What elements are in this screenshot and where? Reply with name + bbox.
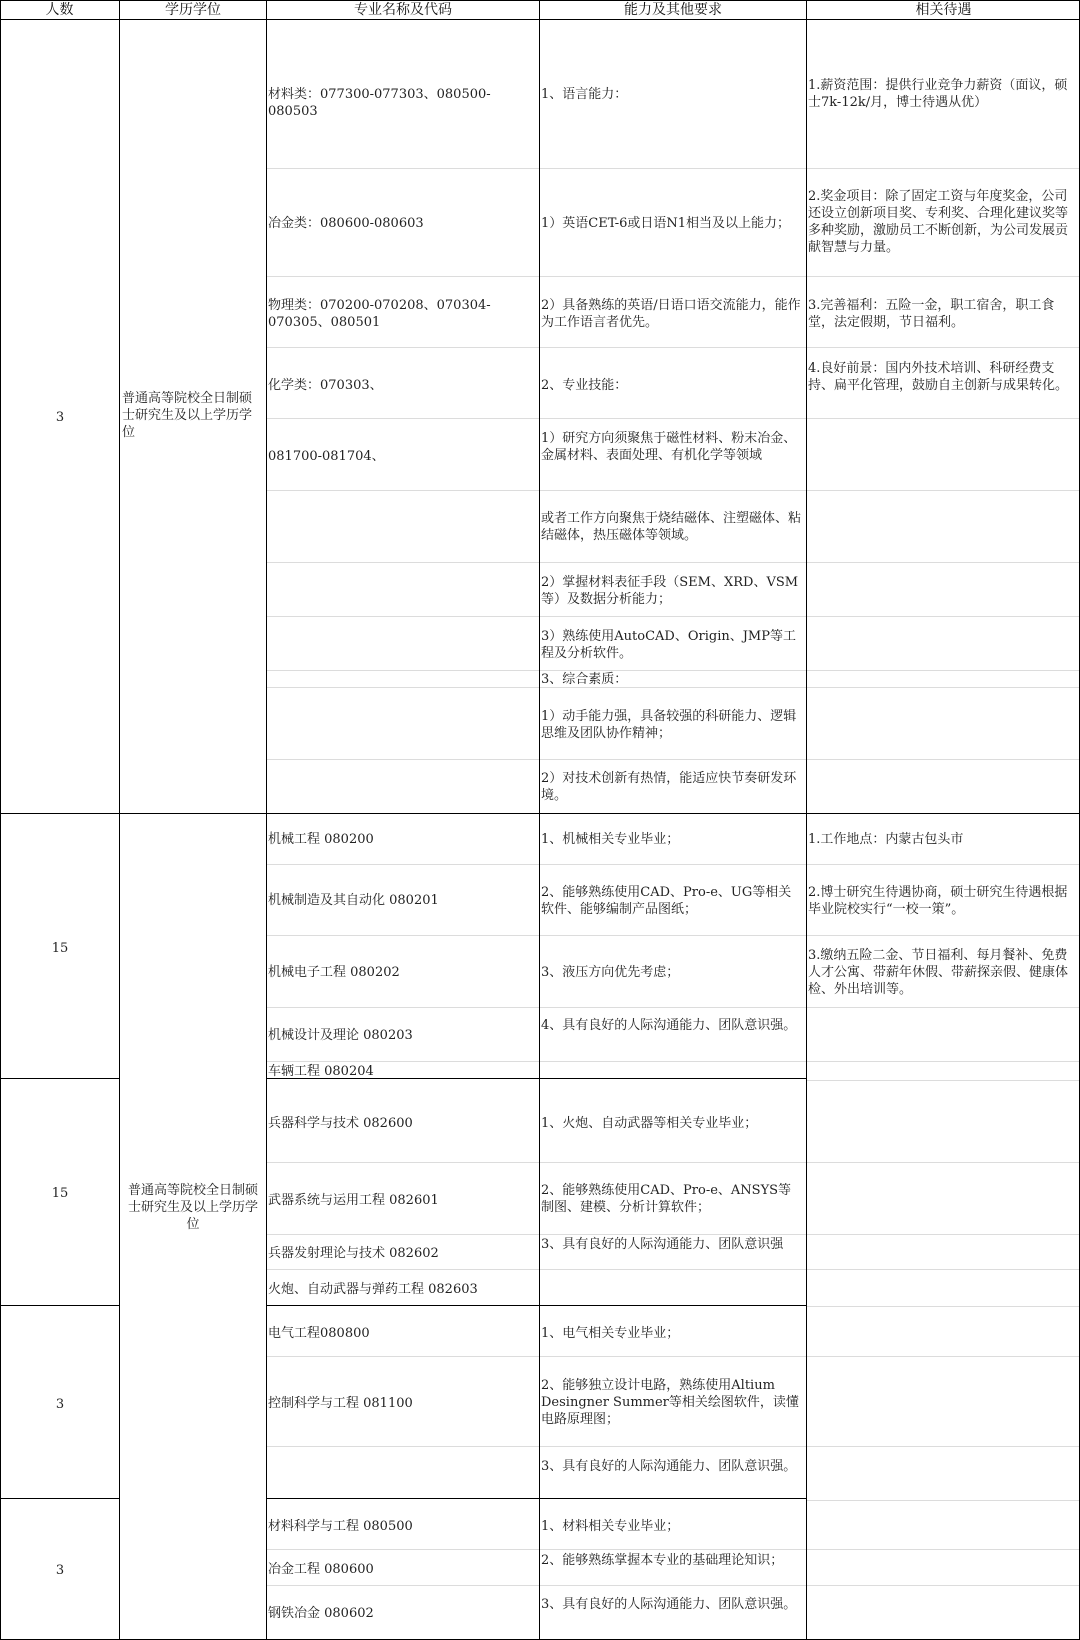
major-cell: 化学类：070303、 xyxy=(268,378,383,393)
block1-degree: 普通高等院校全日制硕士研究生及以上学历学位 xyxy=(122,391,253,440)
requirement-cell: 2）具备熟练的英语/日语口语交流能力，能作为工作语言者优先。 xyxy=(541,298,801,330)
major-cell: 兵器科学与技术 082600 xyxy=(268,1116,413,1131)
major-cell: 控制科学与工程 081100 xyxy=(268,1396,413,1411)
major-cell: 冶金工程 080600 xyxy=(268,1562,374,1577)
requirement-cell: 3、具有良好的人际沟通能力、团队意识强 xyxy=(541,1237,784,1252)
major-cell: 兵器发射理论与技术 082602 xyxy=(268,1246,439,1261)
requirement-cell: 2、能够熟练使用CAD、Pro-e、ANSYS等制图、建模、分析计算软件； xyxy=(541,1183,792,1215)
header-major: 专业名称及代码 xyxy=(354,2,452,18)
requirement-cell: 1、电气相关专业毕业； xyxy=(541,1326,680,1341)
header-requirements: 能力及其他要求 xyxy=(624,2,722,18)
major-cell: 机械工程 080200 xyxy=(268,832,374,847)
major-cell: 081700-081704、 xyxy=(268,449,385,464)
requirement-cell: 3）熟练使用AutoCAD、Origin、JMP等工程及分析软件。 xyxy=(541,629,796,661)
requirement-cell: 1、语言能力： xyxy=(541,87,628,102)
requirement-cell: 3、具有良好的人际沟通能力、团队意识强。 xyxy=(541,1597,797,1612)
major-cell: 冶金类：080600-080603 xyxy=(268,216,424,231)
group1-count: 15 xyxy=(51,941,69,956)
header-count: 人数 xyxy=(45,2,74,18)
group4-count: 3 xyxy=(55,1563,65,1578)
requirement-cell: 3、综合素质： xyxy=(541,672,628,687)
requirement-cell: 2）掌握材料表征手段（SEM、XRD、VSM等）及数据分析能力； xyxy=(541,575,799,607)
major-cell: 车辆工程 080204 xyxy=(268,1064,374,1079)
requirement-cell: 3、具有良好的人际沟通能力、团队意识强。 xyxy=(541,1459,797,1474)
requirement-cell: 2、专业技能： xyxy=(541,378,628,393)
requirement-cell: 3、液压方向优先考虑； xyxy=(541,965,680,980)
major-cell: 钢铁冶金 080602 xyxy=(268,1606,374,1621)
requirement-cell: 2）对技术创新有热情，能适应快节奏研发环境。 xyxy=(541,771,797,803)
benefit-cell: 3.完善福利：五险一金，职工宿舍，职工食堂，法定假期，节日福利。 xyxy=(808,298,1055,330)
group3-count: 3 xyxy=(55,1397,65,1412)
requirement-cell: 1）研究方向须聚焦于磁性材料、粉末冶金、金属材料、表面处理、有机化学等领域 xyxy=(541,431,797,463)
benefit-cell: 1.工作地点：内蒙古包头市 xyxy=(808,832,964,847)
benefit-cell: 1.薪资范围：提供行业竞争力薪资（面议，硕士7k-12k/月，博士待遇从优） xyxy=(808,78,1068,110)
requirement-cell: 1、火炮、自动武器等相关专业毕业； xyxy=(541,1116,758,1131)
header-benefits: 相关待遇 xyxy=(915,2,972,18)
requirement-cell: 1）英语CET-6或日语N1相当及以上能力； xyxy=(541,216,791,231)
requirement-cell: 2、能够熟练使用CAD、Pro-e、UG等相关软件、能够编制产品图纸； xyxy=(541,885,792,917)
group2-count: 15 xyxy=(51,1186,69,1201)
major-cell: 火炮、自动武器与弹药工程 082603 xyxy=(268,1282,478,1297)
major-cell: 物理类：070200-070208、070304-070305、080501 xyxy=(268,298,491,330)
major-cell: 机械制造及其自动化 080201 xyxy=(268,893,439,908)
major-cell: 机械电子工程 080202 xyxy=(268,965,400,980)
benefit-cell: 2.奖金项目：除了固定工资与年度奖金，公司还设立创新项目奖、专利奖、合理化建议奖等多种奖励，激励员工不断创新，为公司发展贡献智慧与力量。 xyxy=(808,189,1069,255)
requirement-cell: 4、具有良好的人际沟通能力、团队意识强。 xyxy=(541,1018,797,1033)
benefit-cell: 3.缴纳五险二金、节日福利、每月餐补、免费人才公寓、带薪年休假、带薪探亲假、健康体检、外出培训等。 xyxy=(808,948,1069,997)
block2-degree: 普通高等院校全日制硕士研究生及以上学历学位 xyxy=(127,1183,258,1232)
benefit-cell: 4.良好前景：国内外技术培训、科研经费支持、扁平化管理，鼓励自主创新与成果转化。 xyxy=(808,361,1069,393)
header-degree: 学历学位 xyxy=(165,2,221,18)
requirement-cell: 2、能够熟练掌握本专业的基础理论知识； xyxy=(541,1553,784,1568)
major-cell: 电气工程080800 xyxy=(268,1326,370,1341)
major-cell: 材料科学与工程 080500 xyxy=(268,1519,413,1534)
major-cell: 材料类：077300-077303、080500-080503 xyxy=(268,87,491,119)
requirement-cell: 2、能够独立设计电路，熟练使用Altium Desingner Summer等相关绘图软件，读懂电路原理图； xyxy=(541,1378,799,1427)
benefit-cell: 2.博士研究生待遇协商，硕士研究生待遇根据毕业院校实行“一校一策”。 xyxy=(808,885,1068,917)
requirement-cell: 或者工作方向聚焦于烧结磁体、注塑磁体、粘结磁体，热压磁体等领域。 xyxy=(541,511,802,543)
requirement-cell: 1、材料相关专业毕业； xyxy=(541,1519,680,1534)
requirement-cell: 1）动手能力强，具备较强的科研能力、逻辑思维及团队协作精神； xyxy=(541,709,797,741)
requirement-cell: 1、机械相关专业毕业； xyxy=(541,832,680,847)
major-cell: 武器系统与运用工程 082601 xyxy=(268,1193,439,1208)
major-cell: 机械设计及理论 080203 xyxy=(268,1028,413,1043)
block1-count: 3 xyxy=(55,410,65,425)
